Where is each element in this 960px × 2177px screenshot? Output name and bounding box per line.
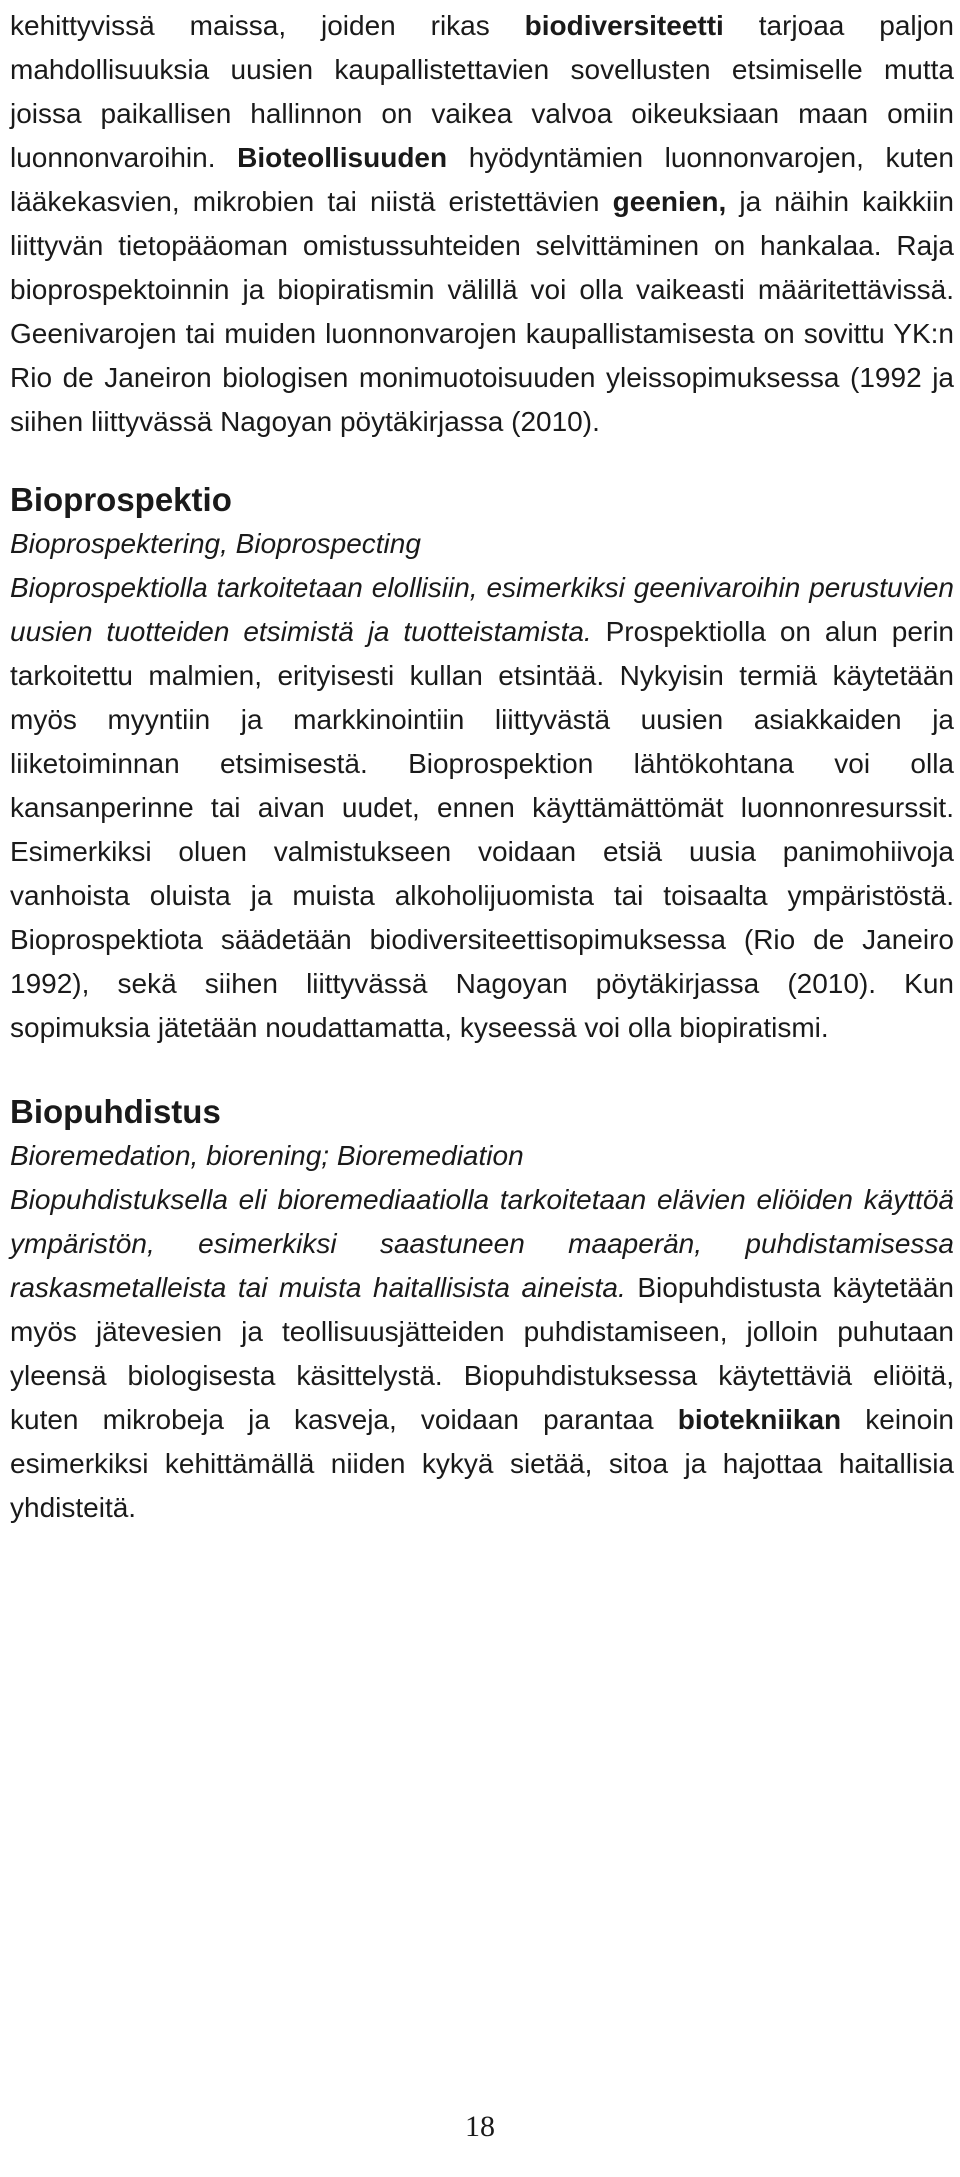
intro-text: ja näihin kaikkiin liittyvän tietopääoman omistussuhteiden selvittäminen on hankalaa. Raja bioprospektoinnin ja biopiratismin välillä voi olla vaikeasti määritettävissä. Geenivarojen tai muiden luonnonvarojen kaupallistamisesta on sovittu YK:n Rio de Janeiron biologisen monimuotoisuuden yleissopimuksessa (1992 ja siihen liittyvässä Nagoyan pöytäkirjassa (2010). bbox=[10, 186, 954, 437]
intro-paragraph bbox=[10, 0, 954, 444]
intro-text: hyödyntämien luonnonvarojen, kuten lääkekasvien, mikrobien tai niistä eristettävien bbox=[10, 142, 954, 217]
entry-heading-biopuhdistus: Biopuhdistus bbox=[10, 1093, 221, 1130]
entry-text: Biopuhdistusta käytetään myös jätevesien ja teollisuusjätteiden puhdistamiseen, jolloin puhutaan yleensä biologisesta käsittelystä. Biopuhdistuksessa käytettäviä eliöitä, kuten mikrobeja ja kasveja, voidaan parantaa bbox=[10, 1272, 954, 1435]
entry-heading-bioprospektio: Bioprospektio bbox=[10, 481, 232, 518]
document-page bbox=[10, 0, 954, 1530]
entry-definition: Biopuhdistuksella eli bioremediaatiolla tarkoitetaan elävien eliöiden käyttöä ympäristön, esimerkiksi saastuneen maaperän, puhdistamisessa raskasmetalleista tai muista haitallisista aineista. bbox=[10, 1184, 954, 1303]
entry-synonyms: Bioremedation, biorening; Bioremediation bbox=[10, 1140, 524, 1171]
entry-definition: Bioprospektiolla tarkoitetaan elollisiin, esimerkiksi geenivaroihin perustuvien uusien tuotteiden etsimistä ja tuotteistamista. bbox=[10, 572, 954, 647]
entry-text: Prospektiolla on alun perin tarkoitettu malmien, erityisesti kullan etsintää. Nykyisin termiä käytetään myös myyntiin ja markkinointiin liittyvästä uusien asiakkaiden ja liiketoiminnan etsimisestä. Bioprospektion lähtökohtana voi olla kansanperinne tai aivan uudet, ennen käyttämättömät luonnonresurssit. Esimerkiksi oluen valmistukseen voidaan etsiä uusia panimohiivoja vanhoista oluista ja muista alkoholijuomista tai toisaalta ympäristöstä. Bioprospektiota säädetään biodiversiteettisopimuksessa (Rio de Janeiro 1992), sekä siihen liittyvässä Nagoyan pöytäkirjassa (2010). Kun sopimuksia jätetään noudattamatta, kyseessä voi olla biopiratismi. bbox=[10, 616, 955, 1043]
intro-text: kehittyvissä maissa, joiden rikas bbox=[10, 10, 525, 41]
entry-text: keinoin esimerkiksi kehittämällä niiden kykyä sietää, sitoa ja hajottaa haitallisia yhdisteitä. bbox=[10, 1404, 954, 1523]
intro-text: tarjoaa paljon mahdollisuuksia uusien kaupallistettavien sovellusten etsimiselle mutta joissa paikallisen hallinnon on vaikea valvoa oikeuksiaan maan omiin luonnonvaroihin. bbox=[10, 10, 955, 173]
term-link-bioteollisuus: Bioteollisuuden bbox=[237, 142, 448, 173]
page-number: 18 bbox=[465, 2110, 495, 2143]
term-link-geeni: geenien, bbox=[612, 186, 727, 217]
term-link-biotekniikka: biotekniikan bbox=[677, 1404, 842, 1435]
term-link-biodiversiteetti: biodiversiteetti bbox=[524, 10, 724, 41]
entry-body bbox=[10, 566, 954, 1050]
entry-body bbox=[10, 1178, 954, 1530]
entry-synonyms: Bioprospektering, Bioprospecting bbox=[10, 528, 421, 559]
